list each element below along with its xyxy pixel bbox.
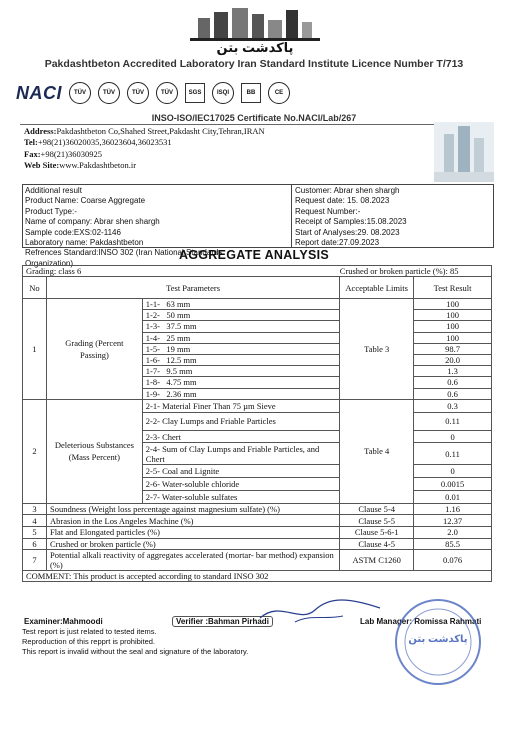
test-parameter: Abrasion in the Los Angeles Machine (%): [46, 515, 339, 527]
test-result: 0.11: [414, 412, 492, 430]
test-result: 0.6: [414, 377, 492, 388]
test-result: 0.3: [414, 399, 492, 412]
sieve-size: [142, 388, 339, 399]
stamp-text: پاکدشت بتن: [408, 634, 468, 645]
address-value: Pakdashtbeton Co,Shahed Street,Pakdasht City,Tehran,IRAN: [56, 126, 265, 136]
header-result: Test Result: [414, 277, 492, 299]
test-result: 20.0: [414, 355, 492, 366]
sieve-size: [142, 343, 339, 354]
header-params: Test Parameters: [46, 277, 339, 299]
sieve-size: [142, 310, 339, 321]
acceptable-limit: Clause 4-5: [340, 538, 414, 550]
info-line: Name of company: Abrar shen shargh: [25, 217, 160, 227]
footer-note: This report is invalid without the seal and signature of the laboratory.: [22, 647, 249, 657]
test-result: 100: [414, 321, 492, 332]
test-parameter: 2-6- Water-soluble chloride: [142, 478, 339, 491]
test-parameter: 2-3- Chert: [142, 430, 339, 443]
test-result: 0.076: [414, 550, 492, 571]
row-number: 7: [23, 550, 47, 571]
sieve-value: 9.5 mm: [166, 366, 193, 377]
certificate-number: INSO-ISO/IEC17025 Certificate No.NACI/Lab/267: [151, 113, 357, 123]
fax-value: +98(21)36030925: [40, 148, 102, 159]
test-parameter: 2-1- Material Finer Than 75 µm Sieve: [142, 399, 339, 412]
info-line: Additional result: [25, 186, 82, 195]
aggregate-analysis-table: [22, 265, 492, 582]
section-title: AGGREGATE ANALYSIS: [178, 248, 330, 262]
persian-company-name: پاکدشت بتن: [216, 40, 294, 55]
grading-class: Grading: class 6: [23, 266, 340, 277]
fax-label: Fax:: [24, 148, 41, 159]
building-image: [434, 122, 494, 182]
tuv-logo: TÜV: [156, 82, 178, 104]
info-line: Product Type:-: [25, 206, 77, 216]
customer-info: [295, 186, 491, 248]
test-result: 0.0015: [414, 478, 492, 491]
sieve-size: [142, 332, 339, 343]
footer-note: Reproduction of this repprt is prohibited.: [22, 637, 155, 647]
test-result: 100: [414, 299, 492, 310]
sieve-value: 19 mm: [166, 343, 191, 354]
certification-logos: [16, 80, 486, 106]
lab-seal-stamp: [392, 596, 484, 688]
tel-value: +98(21)36020035,36023604,36023531: [37, 137, 172, 148]
test-result: 98.7: [414, 343, 492, 354]
website-label: Web Site:: [24, 160, 60, 171]
divider: [291, 185, 292, 247]
sieve-value: 50 mm: [166, 310, 191, 321]
test-result: 0.01: [414, 491, 492, 504]
company-emblem: [190, 8, 320, 42]
row-number: 5: [23, 527, 47, 539]
test-result: 0: [414, 430, 492, 443]
bb-logo: BB: [241, 83, 261, 103]
sieve-value: 25 mm: [166, 332, 191, 343]
tuv-logo: TÜV: [98, 82, 120, 104]
test-parameter: Flat and Elongated particles (%): [46, 527, 339, 539]
footer-note: Test report is just related to tested items.: [22, 627, 157, 636]
address-label: Address:: [24, 126, 57, 136]
row-number: 2: [23, 399, 47, 503]
test-parameter: 2-7- Water-soluble sulfates: [142, 491, 339, 504]
tuv-logo: TÜV: [69, 82, 91, 104]
test-result: 100: [414, 310, 492, 321]
sieve-size: [142, 377, 339, 388]
row-number: 6: [23, 538, 47, 550]
address-block: [24, 126, 344, 172]
sieve-value: 12.5 mm: [166, 355, 197, 366]
test-parameter: 2-4- Sum of Clay Lumps and Friable Particles, and Chert: [142, 443, 339, 465]
examiner: Examiner:Mahmoodi: [24, 617, 103, 626]
acceptable-limit: Clause 5-5: [340, 515, 414, 527]
acceptable-limit: Clause 5-4: [340, 503, 414, 515]
handwritten-signature: [255, 590, 385, 630]
tel-label: Tel:: [24, 137, 38, 148]
isqi-logo: ISQI: [212, 82, 234, 104]
header-no: No: [23, 277, 47, 299]
info-line: Refrences Standard:INSO 302 (Iran National Standards: [25, 248, 223, 258]
test-parameter: 2-2- Clay Lumps and Friable Particles: [142, 412, 339, 430]
deleterious-label: Deleterious Substances (Mass Percent): [46, 399, 142, 503]
info-line: Start of Analyses:29. 08.2023: [295, 227, 400, 237]
sieve-code: 1-5-: [145, 343, 160, 354]
test-result: 100: [414, 332, 492, 343]
test-result: 85.5: [414, 538, 492, 550]
verifier: Verifier :Bahman Pirhadi: [172, 616, 273, 627]
row-number: 3: [23, 503, 47, 515]
sieve-code: 1-7-: [145, 366, 160, 377]
sieve-code: 1-9-: [145, 388, 160, 399]
naci-logo: NACI: [16, 82, 62, 103]
info-line: Request Number:-: [295, 206, 361, 216]
sieve-code: 1-8-: [145, 377, 160, 388]
ce-logo: CE: [268, 82, 290, 104]
website-value: www.Pakdashtbeton.ir: [59, 160, 137, 171]
header-limits: Acceptable Limits: [340, 277, 414, 299]
info-line: Sample code:EXS:02-1146: [25, 227, 121, 237]
test-result: 12.37: [414, 515, 492, 527]
comment: COMMENT: This product is accepted according to standard INSO 302: [23, 571, 492, 582]
test-parameter: Crushed or broken particle (%): [46, 538, 339, 550]
test-parameter: Soundness (Weight loss percentage against magnesium sulfate) (%): [46, 503, 339, 515]
tuv-logo: TÜV: [127, 82, 149, 104]
sieve-size: [142, 321, 339, 332]
grading-limits: Table 3: [340, 299, 414, 400]
info-line: Receipt of Samples:15.08.2023: [295, 217, 407, 227]
sieve-value: 2.36 mm: [166, 388, 197, 399]
sgs-logo: SGS: [185, 83, 205, 103]
sieve-code: 1-4-: [145, 332, 160, 343]
info-line: Customer: Abrar shen shargh: [295, 186, 400, 195]
test-result: 1.3: [414, 366, 492, 377]
lab-manager: Lab Manager: Romissa Rahmati: [360, 617, 482, 626]
sieve-size: [142, 355, 339, 366]
test-result: 1.16: [414, 503, 492, 515]
divider: [20, 124, 490, 125]
sieve-code: 1-6-: [145, 355, 160, 366]
test-parameter: 2-5- Coal and Lignite: [142, 465, 339, 478]
sieve-code: 1-3-: [145, 321, 160, 332]
info-line: Report date:27.09.2023: [295, 238, 380, 248]
crushed-summary: Crushed or broken particle (%): 85: [340, 266, 492, 277]
info-line: Request date: 15. 08.2023: [295, 196, 390, 206]
sieve-value: 63 mm: [166, 299, 191, 309]
row-number: 4: [23, 515, 47, 527]
acceptable-limit: ASTM C1260: [340, 550, 414, 571]
footer-notes: [22, 627, 342, 658]
sieve-code: 1-1-: [145, 299, 160, 309]
deleterious-limits: Table 4: [340, 399, 414, 503]
test-result: 0: [414, 465, 492, 478]
info-line: Product Name: Coarse Aggregate: [25, 196, 146, 206]
sieve-code: 1-2-: [145, 310, 160, 321]
test-result: 2.0: [414, 527, 492, 539]
acceptable-limit: Clause 5-6-1: [340, 527, 414, 539]
test-parameter: Potential alkali reactivity of aggregates accelerated (mortar- bar method) expansion (%): [46, 550, 339, 571]
info-line: Organization): [25, 258, 74, 268]
sieve-size: [142, 299, 339, 310]
sieve-value: 4.75 mm: [166, 377, 197, 388]
sieve-value: 37.5 mm: [166, 321, 197, 332]
test-result: 0.11: [414, 443, 492, 465]
info-line: Laboratory name: Pakdashtbeton: [25, 238, 144, 248]
accreditation-title: Pakdashtbeton Accredited Laboratory Iran Standard Institute Licence Number T/713: [44, 58, 464, 70]
sieve-size: [142, 366, 339, 377]
grading-label: Grading (Percent Passing): [46, 299, 142, 400]
test-result: 0.6: [414, 388, 492, 399]
row-number: 1: [23, 299, 47, 400]
